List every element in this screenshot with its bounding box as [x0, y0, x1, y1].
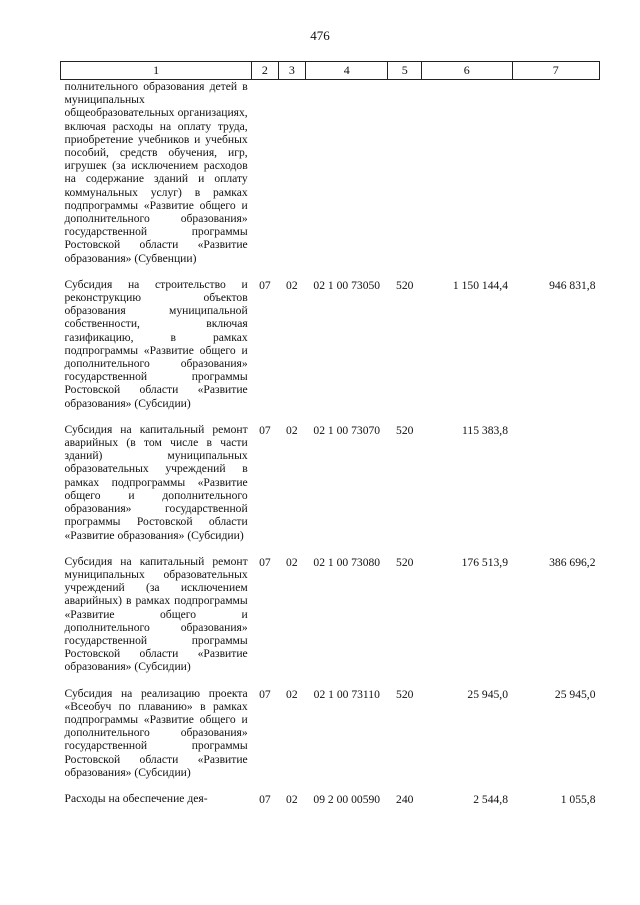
row-section: 07 [259, 792, 271, 806]
row-section [252, 80, 278, 278]
row-description: Субсидия на реализацию проекта «Всеобуч по плаванию» в рамках подпрограммы «Развитие общего и дополнительного образования» государственной программы Ростовской области «Развитие образования» (Субсидии) [64, 686, 248, 779]
row-target-code: 02 1 00 73110 [313, 687, 380, 701]
row-subsection: 02 [286, 423, 298, 437]
row-subsection: 02 [286, 278, 298, 292]
header-col-5: 5 [388, 62, 422, 80]
budget-table [60, 61, 600, 806]
header-col-4: 4 [306, 62, 388, 80]
row-description: Расходы на обеспечение дея- [64, 791, 208, 805]
row-section: 07 [259, 687, 271, 701]
row-amount-year2: 1 055,8 [560, 792, 596, 806]
page-number: 476 [310, 28, 330, 43]
row-amount-year1: 25 945,0 [467, 687, 508, 701]
row-expense-type: 240 [396, 792, 414, 806]
header-col-6: 6 [422, 62, 513, 80]
row-amount-year1: 115 383,8 [462, 423, 508, 437]
row-amount-year2 [512, 423, 600, 555]
row-expense-type: 520 [396, 555, 414, 569]
row-target-code: 02 1 00 73080 [313, 555, 381, 569]
table-row [61, 687, 600, 792]
row-amount-year1 [422, 80, 513, 278]
row-amount-year2: 386 696,2 [549, 555, 596, 569]
row-expense-type [388, 80, 422, 278]
row-amount-year1: 1 150 144,4 [452, 278, 508, 292]
row-section: 07 [259, 555, 271, 569]
row-description: Субсидия на строительство и реконструкцию объектов образования муниципальной собственности, включая газификацию, в рамках подпрограммы «Развитие общего и дополнительного образования» государственной программы Ростовской области «Развитие образования» (Субсидии) [64, 277, 248, 410]
row-amount-year2: 25 945,0 [554, 687, 596, 701]
table-header [61, 62, 600, 80]
row-target-code [306, 80, 388, 278]
header-col-2: 2 [252, 62, 278, 80]
row-amount-year1: 2 544,8 [473, 792, 508, 806]
header-col-7: 7 [512, 62, 600, 80]
row-description: полнительного образования детей в муниципальных общеобразовательных организациях, включая расходы на оплату труда, приобретение учебников и учебных пособий, средств обучения, игр, игрушек (за исключением расходов на содержание зданий и оплату коммунальных услуг) в рамках подпрограммы «Развитие общего и дополнительного образования» государственной программы Ростовской области «Развитие образования» (Субвенции) [64, 80, 248, 265]
row-subsection: 02 [286, 687, 298, 701]
table-row [61, 555, 600, 687]
table-row [61, 80, 600, 278]
row-subsection: 02 [286, 555, 298, 569]
table-row [61, 278, 600, 423]
row-amount-year1: 176 513,9 [461, 555, 508, 569]
row-target-code: 02 1 00 73050 [313, 278, 381, 292]
row-expense-type: 520 [396, 423, 414, 437]
row-amount-year2 [512, 80, 600, 278]
row-subsection: 02 [286, 792, 298, 806]
header-col-3: 3 [278, 62, 305, 80]
row-description: Субсидия на капитальный ремонт муниципальных образовательных учреждений (за исключением аварийных) в рамках подпрограммы «Развитие общего и дополнительного образования» государственной программы Ростовской области «Развитие образования» (Субсидии) [64, 554, 248, 674]
table-row [61, 792, 600, 806]
row-expense-type: 520 [396, 687, 414, 701]
row-section: 07 [259, 278, 271, 292]
row-amount-year2: 946 831,8 [549, 278, 596, 292]
table-row [61, 423, 600, 555]
row-subsection [278, 80, 305, 278]
row-target-code: 09 2 00 00590 [313, 792, 381, 806]
header-col-1: 1 [61, 62, 252, 80]
row-section: 07 [259, 423, 271, 437]
row-description: Субсидия на капитальный ремонт аварийных (в том числе в части зданий) муниципальных образовательных учреждений в рамках подпрограммы «Развитие общего и дополнительного образования» государственной программы Ростовской области «Развитие образования» (Субсидии) [64, 422, 248, 542]
row-expense-type: 520 [396, 278, 414, 292]
row-target-code: 02 1 00 73070 [313, 423, 381, 437]
